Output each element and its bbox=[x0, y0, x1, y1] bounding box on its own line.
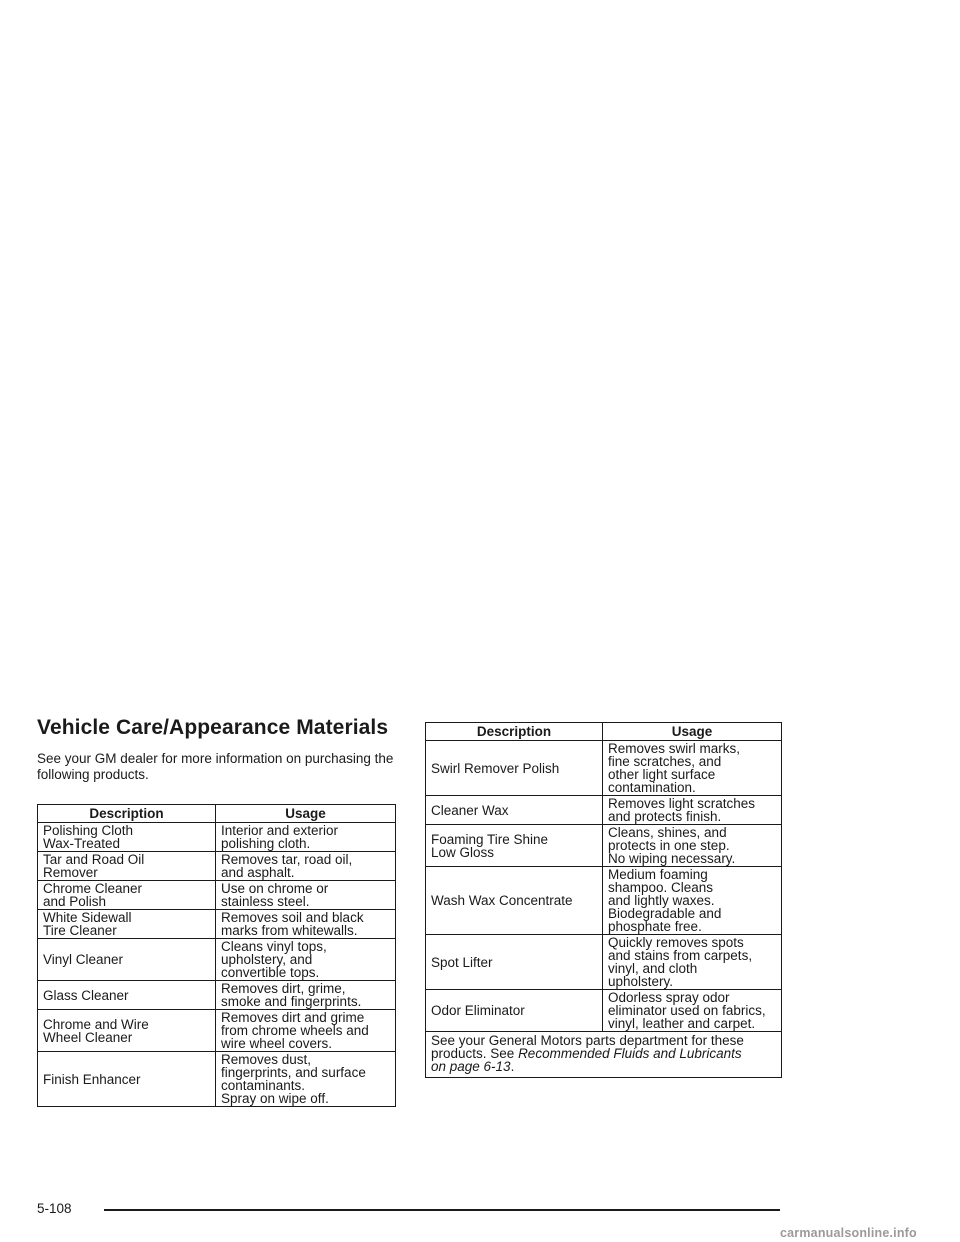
usage-cell bbox=[603, 741, 782, 796]
desc-cell bbox=[38, 881, 216, 910]
note-line: See your General Motors parts department for these bbox=[431, 1033, 744, 1048]
desc-cell-line: Tire Cleaner bbox=[43, 923, 117, 938]
usage-cell-line: Spray on wipe off. bbox=[221, 1091, 329, 1106]
table-row bbox=[38, 881, 396, 910]
table-row bbox=[38, 852, 396, 881]
usage-cell bbox=[603, 796, 782, 825]
usage-cell-line: Removes dirt, grime, bbox=[221, 981, 346, 996]
usage-cell-line: polishing cloth. bbox=[221, 836, 311, 851]
desc-cell bbox=[426, 935, 603, 990]
usage-cell-line: upholstery. bbox=[608, 974, 674, 989]
usage-cell-line: and protects finish. bbox=[608, 809, 722, 824]
desc-cell-line: Foaming Tire Shine bbox=[431, 831, 549, 847]
note-suffix: . bbox=[510, 1059, 515, 1074]
desc-cell bbox=[38, 823, 216, 852]
desc-cell bbox=[38, 910, 216, 939]
usage-cell-line: and lightly waxes. bbox=[608, 893, 715, 908]
usage-cell-line: Removes dust, bbox=[221, 1052, 312, 1067]
usage-cell-line: marks from whitewalls. bbox=[221, 923, 358, 938]
usage-cell-line: Odorless spray odor bbox=[608, 990, 730, 1005]
usage-cell-line: Medium foaming bbox=[608, 867, 708, 882]
table-body bbox=[38, 823, 396, 1107]
table-row bbox=[38, 910, 396, 939]
usage-cell-line: eliminator used on fabrics, bbox=[608, 1003, 766, 1018]
usage-cell bbox=[216, 910, 396, 939]
usage-cell-line: fine scratches, and bbox=[608, 754, 722, 769]
usage-cell bbox=[216, 881, 396, 910]
table-row bbox=[38, 1052, 396, 1107]
desc-cell-line: Cleaner Wax bbox=[431, 802, 509, 818]
header-description: Description bbox=[426, 723, 603, 741]
desc-cell bbox=[426, 796, 603, 825]
desc-cell bbox=[38, 1052, 216, 1107]
page-title: Vehicle Care/Appearance Materials bbox=[37, 716, 389, 739]
desc-cell bbox=[426, 990, 603, 1032]
desc-cell-line: Spot Lifter bbox=[431, 954, 493, 970]
usage-cell-line: contamination. bbox=[608, 780, 696, 795]
usage-cell bbox=[216, 852, 396, 881]
desc-cell-line: Tar and Road Oil bbox=[43, 852, 145, 867]
table-body bbox=[426, 741, 782, 1032]
header-usage: Usage bbox=[603, 723, 782, 741]
usage-cell-line: Biodegradable and bbox=[608, 906, 722, 921]
usage-cell-line: Removes tar, road oil, bbox=[221, 852, 353, 867]
usage-cell bbox=[603, 825, 782, 867]
table-row bbox=[426, 796, 782, 825]
desc-cell bbox=[426, 741, 603, 796]
header-description: Description bbox=[38, 805, 216, 823]
desc-cell-line: Vinyl Cleaner bbox=[43, 952, 124, 967]
note-cell bbox=[426, 1032, 782, 1078]
usage-cell bbox=[216, 1052, 396, 1107]
usage-cell-line: No wiping necessary. bbox=[608, 851, 736, 866]
table-row bbox=[38, 939, 396, 981]
footer-rule bbox=[104, 1209, 780, 1211]
desc-cell-line: Wax-Treated bbox=[43, 836, 121, 851]
usage-cell-line: smoke and fingerprints. bbox=[221, 994, 362, 1009]
table-row bbox=[38, 823, 396, 852]
desc-cell bbox=[38, 852, 216, 881]
desc-cell-line: Swirl Remover Polish bbox=[431, 760, 560, 776]
usage-cell-line: Cleans vinyl tops, bbox=[221, 939, 327, 954]
usage-cell bbox=[216, 1010, 396, 1052]
usage-cell-line: upholstery, and bbox=[221, 952, 313, 967]
desc-cell bbox=[38, 939, 216, 981]
usage-cell-line: stainless steel. bbox=[221, 894, 310, 909]
desc-cell-line: Remover bbox=[43, 865, 98, 880]
usage-cell-line: contaminants. bbox=[221, 1078, 306, 1093]
usage-cell-line: Removes swirl marks, bbox=[608, 741, 741, 756]
usage-cell-line: Removes soil and black bbox=[221, 910, 364, 925]
table-row bbox=[38, 981, 396, 1010]
table-row bbox=[426, 825, 782, 867]
watermark: carmanualsonline.info bbox=[780, 1226, 917, 1240]
usage-cell-line: protects in one step. bbox=[608, 838, 730, 853]
products-table-right bbox=[425, 722, 782, 1078]
usage-cell-line: Cleans, shines, and bbox=[608, 825, 727, 840]
usage-cell-line: Removes light scratches bbox=[608, 796, 756, 811]
desc-cell bbox=[38, 981, 216, 1010]
desc-cell-line: and Polish bbox=[43, 894, 107, 909]
usage-cell-line: other light surface bbox=[608, 767, 716, 782]
desc-cell bbox=[38, 1010, 216, 1052]
usage-cell-line: vinyl, leather and carpet. bbox=[608, 1016, 756, 1031]
usage-cell-line: shampoo. Cleans bbox=[608, 880, 714, 895]
desc-cell-line: Glass Cleaner bbox=[43, 987, 129, 1003]
note-prefix: products. See bbox=[431, 1046, 519, 1061]
note-reference-link[interactable]: Recommended Fluids and Lubricants bbox=[518, 1046, 742, 1061]
usage-cell-line: from chrome wheels and bbox=[221, 1023, 369, 1038]
desc-cell-line: Wash Wax Concentrate bbox=[431, 893, 573, 908]
note-reference-page[interactable]: on page 6-13 bbox=[431, 1059, 511, 1074]
desc-cell-line: Wheel Cleaner bbox=[43, 1029, 133, 1045]
usage-cell bbox=[216, 939, 396, 981]
desc-cell-line: Chrome and Wire bbox=[43, 1016, 149, 1032]
desc-cell bbox=[426, 867, 603, 935]
intro-paragraph: See your GM dealer for more information on purchasing the following products. bbox=[37, 751, 394, 782]
header-usage: Usage bbox=[216, 805, 396, 823]
table-row bbox=[426, 867, 782, 935]
table-header-row bbox=[426, 723, 782, 741]
usage-cell-line: vinyl, and cloth bbox=[608, 961, 698, 976]
usage-cell-line: Use on chrome or bbox=[221, 881, 329, 896]
desc-cell bbox=[426, 825, 603, 867]
page-number: 5-108 bbox=[37, 1201, 72, 1216]
products-table-left bbox=[37, 804, 396, 1107]
desc-cell-line: Polishing Cloth bbox=[43, 823, 134, 838]
desc-cell-line: Chrome Cleaner bbox=[43, 881, 143, 896]
usage-cell-line: Interior and exterior bbox=[221, 823, 339, 838]
usage-cell-line: wire wheel covers. bbox=[221, 1036, 333, 1051]
usage-cell bbox=[216, 823, 396, 852]
usage-cell-line: phosphate free. bbox=[608, 919, 702, 934]
table-row bbox=[426, 990, 782, 1032]
usage-cell bbox=[216, 981, 396, 1010]
table-row bbox=[426, 741, 782, 796]
table-row bbox=[38, 1010, 396, 1052]
usage-cell-line: Removes dirt and grime bbox=[221, 1010, 365, 1025]
desc-cell-line: Finish Enhancer bbox=[43, 1071, 141, 1087]
usage-cell bbox=[603, 935, 782, 990]
table-header-row bbox=[38, 805, 396, 823]
usage-cell-line: Quickly removes spots bbox=[608, 935, 744, 950]
usage-cell-line: and stains from carpets, bbox=[608, 948, 753, 963]
usage-cell-line: fingerprints, and surface bbox=[221, 1065, 366, 1080]
usage-cell-line: convertible tops. bbox=[221, 965, 320, 980]
usage-cell bbox=[603, 990, 782, 1032]
desc-cell-line: Low Gloss bbox=[431, 844, 495, 860]
usage-cell bbox=[603, 867, 782, 935]
desc-cell-line: White Sidewall bbox=[43, 910, 132, 925]
usage-cell-line: and asphalt. bbox=[221, 865, 295, 880]
table-row bbox=[426, 935, 782, 990]
note-row bbox=[426, 1032, 782, 1078]
desc-cell-line: Odor Eliminator bbox=[431, 1003, 525, 1018]
